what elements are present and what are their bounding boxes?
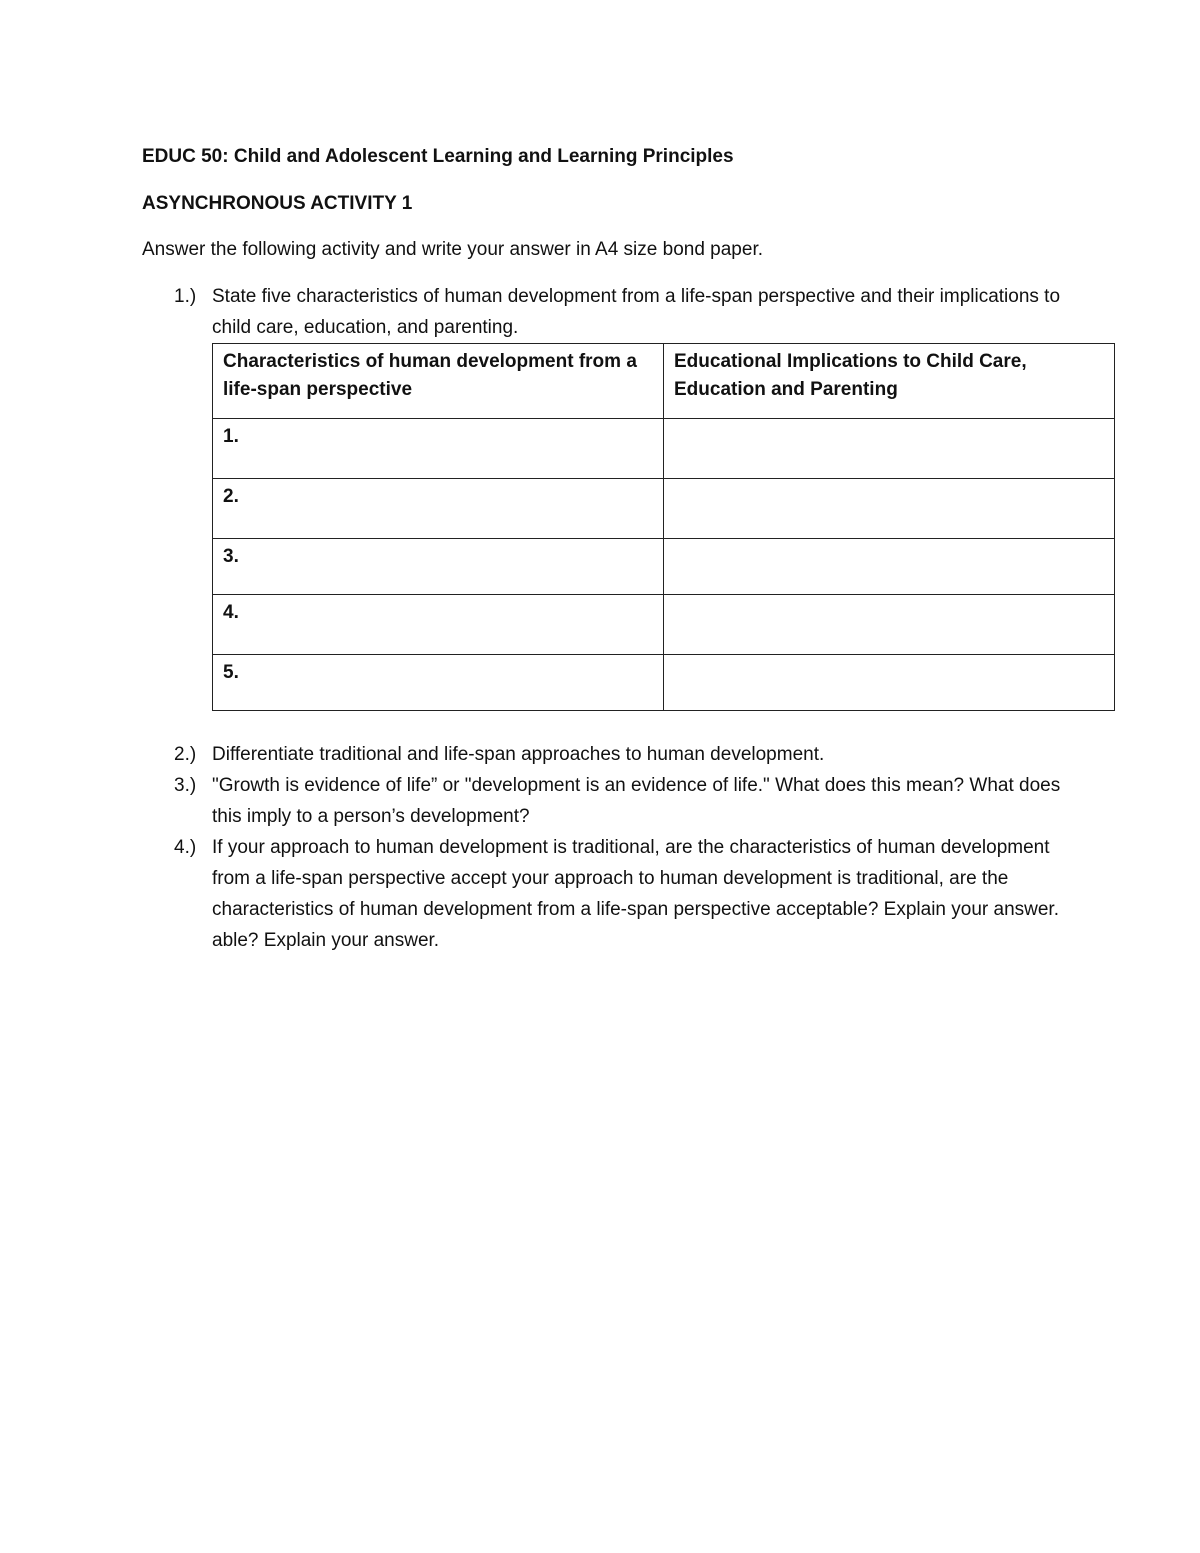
characteristic-cell[interactable]: 5. (213, 655, 664, 711)
table-header-row (213, 344, 1115, 419)
course-title: EDUC 50: Child and Adolescent Learning and Learning Principles (142, 146, 734, 167)
table-row (213, 419, 1115, 479)
table-row (213, 595, 1115, 655)
question-text: If your approach to human development is traditional, are the characteristics of human development from a life-span perspective accept your approach to human development is traditional, are the characteristics of human development from a life-span perspective acceptable? Explain your answer. able? Explain your answer. (212, 837, 1059, 951)
implication-cell[interactable] (664, 655, 1115, 711)
characteristic-cell[interactable]: 2. (213, 479, 664, 539)
characteristic-cell[interactable]: 4. (213, 595, 664, 655)
instruction-text: Answer the following activity and write your answer in A4 size bond paper. (142, 239, 763, 260)
implication-cell[interactable] (664, 479, 1115, 539)
question-1 (174, 281, 1074, 343)
implication-cell[interactable] (664, 595, 1115, 655)
table-row (213, 479, 1115, 539)
implication-cell[interactable] (664, 539, 1115, 595)
question-number: 4.) (174, 837, 197, 858)
question-number: 2.) (174, 744, 197, 765)
activity-title: ASYNCHRONOUS ACTIVITY 1 (142, 193, 413, 214)
column-header-characteristics: Characteristics of human development from a life-span perspective (213, 344, 664, 419)
question-4 (174, 832, 1074, 956)
table-row (213, 655, 1115, 711)
question-text: State five characteristics of human development from a life-span perspective and their implications to child care, education, and parenting. (212, 286, 1061, 338)
answer-table (212, 343, 1115, 711)
question-3 (174, 770, 1074, 832)
characteristic-cell[interactable]: 3. (213, 539, 664, 595)
characteristic-cell[interactable]: 1. (213, 419, 664, 479)
question-2 (174, 739, 1074, 770)
column-header-implications: Educational Implications to Child Care, Education and Parenting (664, 344, 1115, 419)
question-number: 3.) (174, 775, 197, 796)
table-row (213, 539, 1115, 595)
question-text: "Growth is evidence of life” or "development is an evidence of life." What does this mean? What does this imply to a person’s development? (212, 775, 1061, 827)
implication-cell[interactable] (664, 419, 1115, 479)
question-text: Differentiate traditional and life-span approaches to human development. (212, 744, 825, 765)
question-number: 1.) (174, 286, 197, 307)
